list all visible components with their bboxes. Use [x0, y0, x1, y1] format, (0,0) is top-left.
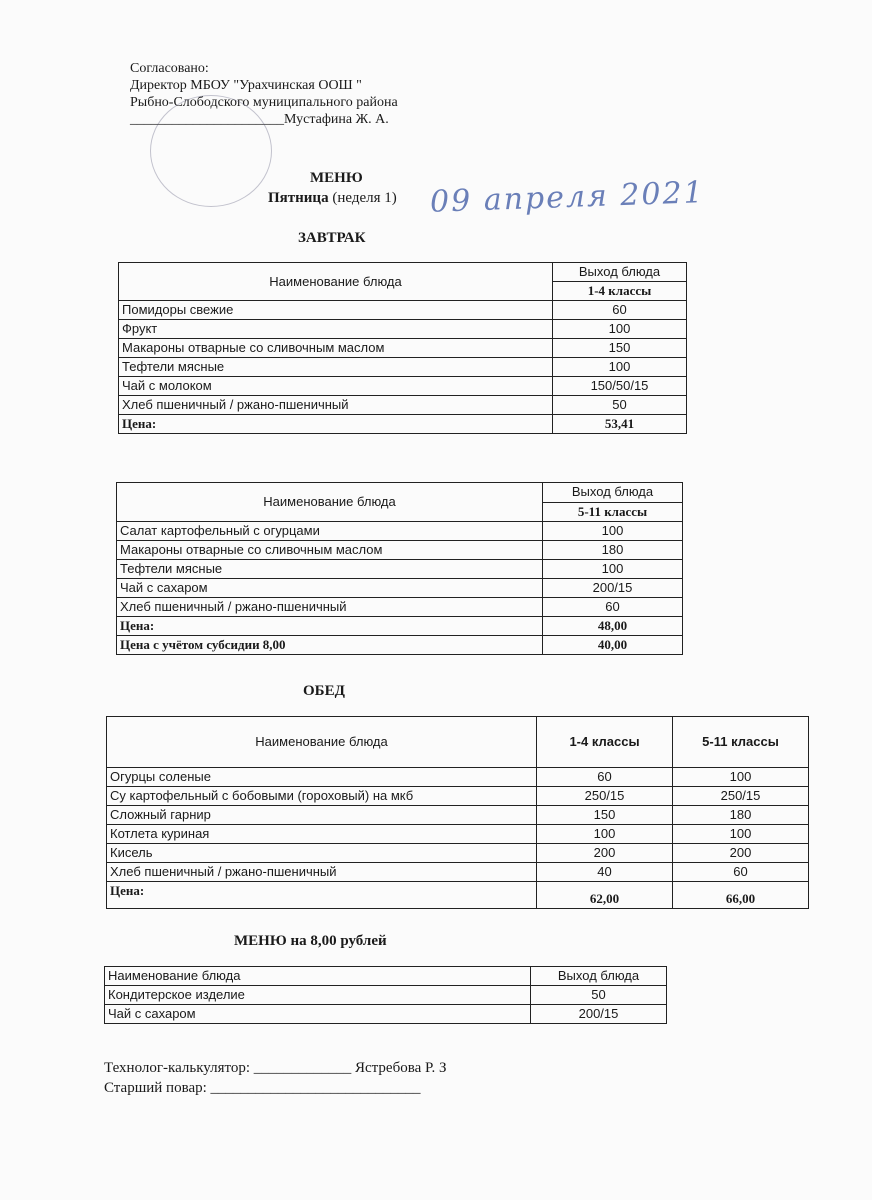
table-row: [107, 768, 809, 787]
subsidy-price-label: Цена с учётом субсидии 8,00: [117, 636, 543, 655]
col-header-output: Выход блюда: [531, 967, 667, 986]
table-row: [119, 301, 687, 320]
breakfast-title: ЗАВТРАК: [298, 230, 366, 246]
lunch-table: [106, 716, 809, 909]
table-row: [117, 522, 683, 541]
dish-name: Тефтели мясные: [119, 358, 553, 377]
dish-output: 100: [553, 320, 687, 339]
price-value-1-4: 62,00: [537, 882, 673, 909]
dish-name: Помидоры свежие: [119, 301, 553, 320]
approval-line-4: ______________________Мустафина Ж. А.: [130, 112, 389, 127]
dish-name: Кисель: [107, 844, 537, 863]
lunch-title: ОБЕД: [303, 683, 345, 699]
dish-name: Макароны отварные со сливочным маслом: [119, 339, 553, 358]
chef-signature-line: Старший повар: ____________________________: [104, 1080, 421, 1096]
price-value-5-11: 66,00: [673, 882, 809, 909]
dish-name: Сложный гарнир: [107, 806, 537, 825]
dish-output: 200/15: [543, 579, 683, 598]
price-label: Цена:: [117, 617, 543, 636]
grade-header: 5-11 классы: [543, 502, 683, 522]
table-row: [107, 863, 809, 882]
grade-header: 1-4 классы: [553, 282, 687, 301]
approval-line-3: Рыбно-Слободского муниципального района: [130, 95, 398, 110]
table-row: [105, 1005, 667, 1024]
dish-name: Салат картофельный с огурцами: [117, 522, 543, 541]
dish-output-5-11: 100: [673, 768, 809, 787]
dish-output: 60: [543, 598, 683, 617]
col-header-name: Наименование блюда: [117, 483, 543, 522]
dish-output: 100: [553, 358, 687, 377]
table-row: [119, 358, 687, 377]
dish-output: 50: [531, 986, 667, 1005]
dish-output-5-11: 250/15: [673, 787, 809, 806]
dish-output-5-11: 180: [673, 806, 809, 825]
table-row: [119, 320, 687, 339]
table-row: [105, 986, 667, 1005]
col-header-name: Наименование блюда: [105, 967, 531, 986]
dish-output: 60: [553, 301, 687, 320]
table-row: [117, 541, 683, 560]
handwritten-date: 09 апреля 2021: [429, 175, 706, 220]
dish-output-1-4: 250/15: [537, 787, 673, 806]
dish-name: Тефтели мясные: [117, 560, 543, 579]
dish-name: Чай с сахаром: [117, 579, 543, 598]
dish-name: Хлеб пшеничный / ржано-пшеничный: [119, 396, 553, 415]
menu8-title: МЕНЮ на 8,00 рублей: [234, 933, 387, 949]
day-line: [268, 190, 397, 207]
official-stamp: [150, 95, 272, 207]
col-header-name: Наименование блюда: [119, 263, 553, 301]
subsidy-price-value: 40,00: [543, 636, 683, 655]
breakfast-table-5-11: [116, 482, 683, 655]
table-row: [119, 396, 687, 415]
dish-output-5-11: 100: [673, 825, 809, 844]
dish-output: 150: [553, 339, 687, 358]
dish-output: 200/15: [531, 1005, 667, 1024]
col-header-grade-1-4: 1-4 классы: [537, 717, 673, 768]
dish-name: Фрукт: [119, 320, 553, 339]
menu8-table: [104, 966, 667, 1024]
dish-output: 100: [543, 522, 683, 541]
dish-output-1-4: 60: [537, 768, 673, 787]
table-row: [107, 844, 809, 863]
dish-output-1-4: 100: [537, 825, 673, 844]
table-row: [107, 806, 809, 825]
col-header-name: Наименование блюда: [107, 717, 537, 768]
price-row: [107, 882, 809, 909]
dish-name: Чай с молоком: [119, 377, 553, 396]
dish-output: 50: [553, 396, 687, 415]
dish-name: Хлеб пшеничный / ржано-пшеничный: [117, 598, 543, 617]
dish-output: 100: [543, 560, 683, 579]
dish-output-1-4: 200: [537, 844, 673, 863]
menu-title: МЕНЮ: [310, 170, 363, 186]
dish-output: 150/50/15: [553, 377, 687, 396]
table-row: [117, 560, 683, 579]
week-label: (неделя 1): [332, 190, 397, 206]
dish-output-1-4: 40: [537, 863, 673, 882]
table-row: [119, 339, 687, 358]
dish-name: Хлеб пшеничный / ржано-пшеничный: [107, 863, 537, 882]
table-row: [119, 377, 687, 396]
table-row: [107, 825, 809, 844]
dish-name: Огурцы соленые: [107, 768, 537, 787]
dish-output: 180: [543, 541, 683, 560]
technologist-signature-line: Технолог-калькулятор: _____________ Ястребова Р. З: [104, 1060, 447, 1076]
table-row: [117, 579, 683, 598]
approval-line-2: Директор МБОУ "Урахчинская ООШ ": [130, 78, 362, 93]
col-header-output: Выход блюда: [543, 483, 683, 503]
dish-name: Кондитерское изделие: [105, 986, 531, 1005]
dish-output-5-11: 60: [673, 863, 809, 882]
col-header-output: Выход блюда: [553, 263, 687, 282]
col-header-grade-5-11: 5-11 классы: [673, 717, 809, 768]
price-row: [119, 415, 687, 434]
price-label: Цена:: [119, 415, 553, 434]
price-row: [117, 617, 683, 636]
price-value: 53,41: [553, 415, 687, 434]
dish-name: Макароны отварные со сливочным маслом: [117, 541, 543, 560]
dish-output-1-4: 150: [537, 806, 673, 825]
dish-name: Су картофельный с бобовыми (гороховый) на мкб: [107, 787, 537, 806]
subsidy-price-row: [117, 636, 683, 655]
table-row: [107, 787, 809, 806]
price-value: 48,00: [543, 617, 683, 636]
approval-line-1: Согласовано:: [130, 61, 209, 76]
dish-output-5-11: 200: [673, 844, 809, 863]
price-label: Цена:: [107, 882, 537, 909]
day-name: Пятница: [268, 190, 329, 206]
table-row: [117, 598, 683, 617]
breakfast-table-1-4: [118, 262, 687, 434]
dish-name: Чай с сахаром: [105, 1005, 531, 1024]
dish-name: Котлета куриная: [107, 825, 537, 844]
